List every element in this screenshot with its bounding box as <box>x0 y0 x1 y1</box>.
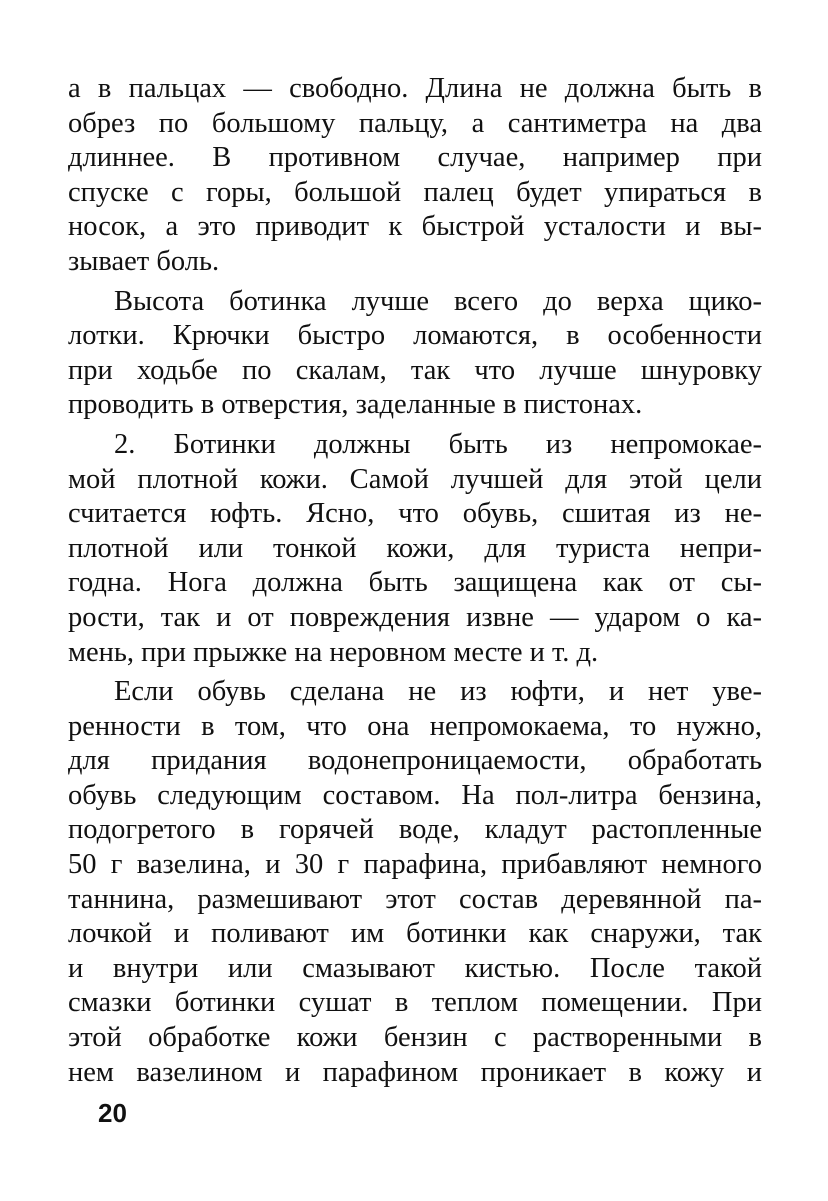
text-line: при ходьбе по скалам, так что лучше шнуровку <box>68 354 762 386</box>
text-line: а в пальцах — свободно. Длина не должна быть в <box>68 73 762 104</box>
text-line: длиннее. В противном случае, например при <box>68 142 762 174</box>
text-line: и внутри или смазывают кистью. После такой <box>68 952 762 984</box>
text-line: обувь следующим составом. На пол-литра бензина, <box>68 779 762 811</box>
text-line: нем вазелином и парафином проникает в кожу и <box>68 1056 762 1088</box>
text-line: 2. Ботинки должны быть из непромокае- <box>114 428 762 460</box>
text-line: смазки ботинки сушат в теплом помещении. При <box>68 987 762 1019</box>
text-line: носок, а это приводит к быстрой усталости и вы- <box>68 211 762 243</box>
text-line: рости, так и от повреждения извне — ударом о ка- <box>68 601 762 633</box>
text-line: ренности в том, что она непромокаема, то нужно, <box>68 710 762 742</box>
text-line: Если обувь сделана не из юфти, и нет уве- <box>114 676 762 708</box>
text-line: зывает боль. <box>68 245 220 277</box>
paragraph-1 <box>68 72 762 280</box>
text-line: спуске с горы, большой палец будет упираться в <box>68 176 762 208</box>
text-line: подогретого в горячей воде, кладут растопленные <box>68 814 762 846</box>
page-number: 20 <box>98 1098 127 1128</box>
text-line: 50 г вазелина, и 30 г парафина, прибавляют немного <box>68 849 762 881</box>
text-line: плотной или тонкой кожи, для туриста непри- <box>68 532 762 564</box>
text-line: лочкой и поливают им ботинки как снаружи, так <box>68 918 762 950</box>
text-line: для придания водонепроницаемости, обработать <box>68 745 762 777</box>
text-line: Высота ботинка лучше всего до верха щико- <box>114 285 762 317</box>
body-text <box>68 72 762 1095</box>
text-line: проводить в отверстия, заделанные в пистонах. <box>68 389 643 421</box>
text-line: мой плотной кожи. Самой лучшей для этой цели <box>68 463 762 495</box>
text-line: лотки. Крючки быстро ломаются, в особенности <box>68 320 762 352</box>
text-line: обрез по большому пальцу, а сантиметра на два <box>68 107 762 139</box>
text-line: этой обработке кожи бензин с растворенными в <box>68 1022 762 1054</box>
paragraph-2 <box>68 285 762 423</box>
paragraph-3 <box>68 428 762 670</box>
paragraph-4 <box>68 675 762 1090</box>
text-line: годна. Нога должна быть защищена как от сы- <box>68 567 762 599</box>
text-line: считается юфть. Ясно, что обувь, сшитая из не- <box>68 498 762 530</box>
text-line: мень, при прыжке на неровном месте и т. д. <box>68 636 599 668</box>
text-line: таннина, размешивают этот состав деревянной па- <box>68 883 762 915</box>
